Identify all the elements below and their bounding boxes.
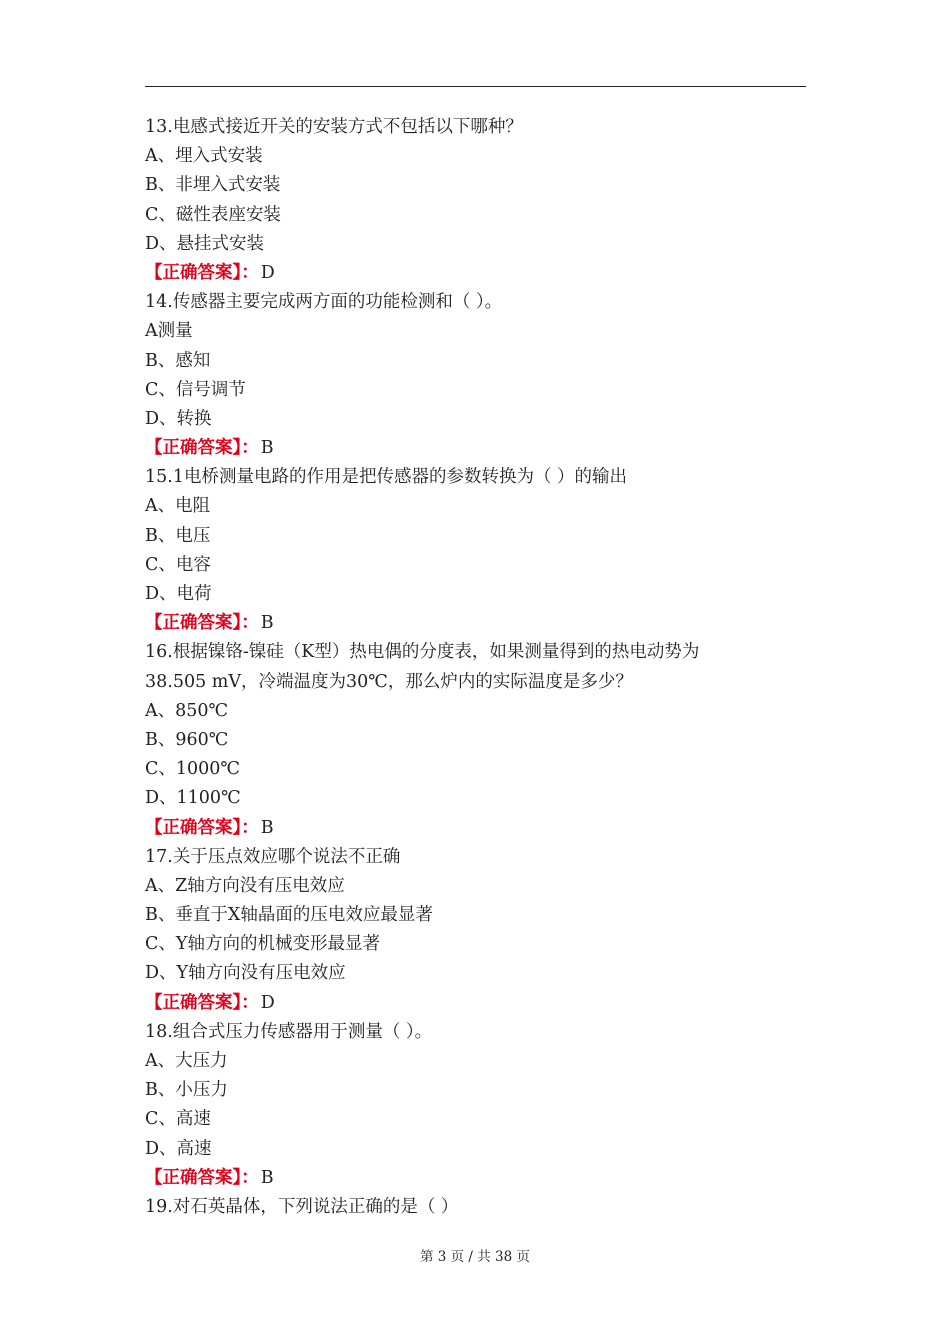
answer-option: C、信号调节 [145, 379, 246, 400]
answer-option: B、小压力 [145, 1080, 228, 1101]
correct-answer-row [145, 989, 806, 1018]
correct-answer-label: 【正确答案】： [145, 992, 259, 1013]
correct-answer-row [145, 609, 806, 638]
question-stem: 13.电感式接近开关的安装方式不包括以下哪种？ [145, 117, 523, 137]
correct-answer-row [145, 434, 806, 463]
answer-option: B、垂直于X轴晶面的压电效应最显著 [145, 905, 433, 926]
question-stem: 38.505 mV，冷端温度为30℃，那么炉内的实际温度是多少？ [145, 671, 633, 692]
question-block [145, 638, 806, 842]
correct-answer-label: 【正确答案】： [145, 613, 259, 634]
answer-option: C、1000℃ [145, 759, 241, 780]
answer-option: D、高速 [145, 1138, 212, 1159]
correct-answer-row [145, 259, 806, 288]
answer-option: D、Y轴方向没有压电效应 [145, 963, 346, 984]
correct-answer-label: 【正确答案】： [145, 438, 259, 459]
answer-option: D、电荷 [145, 584, 212, 604]
question-stem: 14.传感器主要完成两方面的功能检测和（ ）。 [145, 292, 503, 313]
correct-answer-label: 【正确答案】： [145, 1167, 259, 1188]
question-block [145, 463, 806, 638]
question-block [145, 288, 806, 463]
correct-answer-value: B [260, 817, 274, 838]
question-block [145, 1018, 806, 1193]
question-list [145, 113, 806, 1222]
answer-option: A测量 [145, 321, 193, 342]
answer-option: A、电阻 [145, 496, 211, 517]
answer-option: D、悬挂式安装 [145, 233, 265, 254]
answer-option: C、高速 [145, 1109, 211, 1130]
correct-answer-value: D [260, 992, 275, 1013]
answer-option: A、Z轴方向没有压电效应 [145, 875, 345, 896]
correct-answer-row [145, 814, 806, 843]
question-block [145, 113, 806, 288]
correct-answer-label: 【正确答案】： [145, 817, 259, 838]
question-stem: 15.1电桥测量电路的作用是把传感器的参数转换为（ ）的输出 [145, 467, 628, 488]
correct-answer-value: B [260, 613, 274, 634]
question-stem: 18.组合式压力传感器用于测量（ ）。 [145, 1021, 433, 1042]
answer-option: C、磁性表座安装 [145, 204, 281, 225]
answer-option: A、850℃ [145, 700, 229, 721]
answer-option: D、转换 [145, 408, 212, 429]
answer-option: B、感知 [145, 350, 211, 371]
question-stem: 19.对石英晶体，下列说法正确的是（ ） [145, 1196, 459, 1217]
question-stem: 16.根据镍铬-镍硅（K型）热电偶的分度表，如果测量得到的热电动势为 [145, 642, 700, 663]
answer-option: C、电容 [145, 554, 211, 575]
correct-answer-row [145, 1164, 806, 1193]
answer-option: A、大压力 [145, 1051, 228, 1071]
question-stem: 17.关于压点效应哪个说法不正确 [145, 846, 401, 867]
correct-answer-value: B [260, 438, 274, 459]
question-block [145, 843, 806, 1018]
correct-answer-value: D [260, 262, 275, 283]
answer-option: B、电压 [145, 525, 211, 546]
answer-option: B、非埋入式安装 [145, 175, 281, 196]
answer-option: B、960℃ [145, 729, 229, 750]
answer-option: C、Y轴方向的机械变形最显著 [145, 934, 380, 955]
correct-answer-value: B [260, 1167, 274, 1188]
header-rule [145, 86, 806, 87]
answer-option: A、埋入式安装 [145, 146, 263, 167]
answer-option: D、1100℃ [145, 788, 241, 809]
page-footer: 第 3 页 / 共 38 页 [419, 1249, 531, 1265]
question-block [145, 1193, 806, 1222]
correct-answer-label: 【正确答案】： [145, 262, 259, 283]
